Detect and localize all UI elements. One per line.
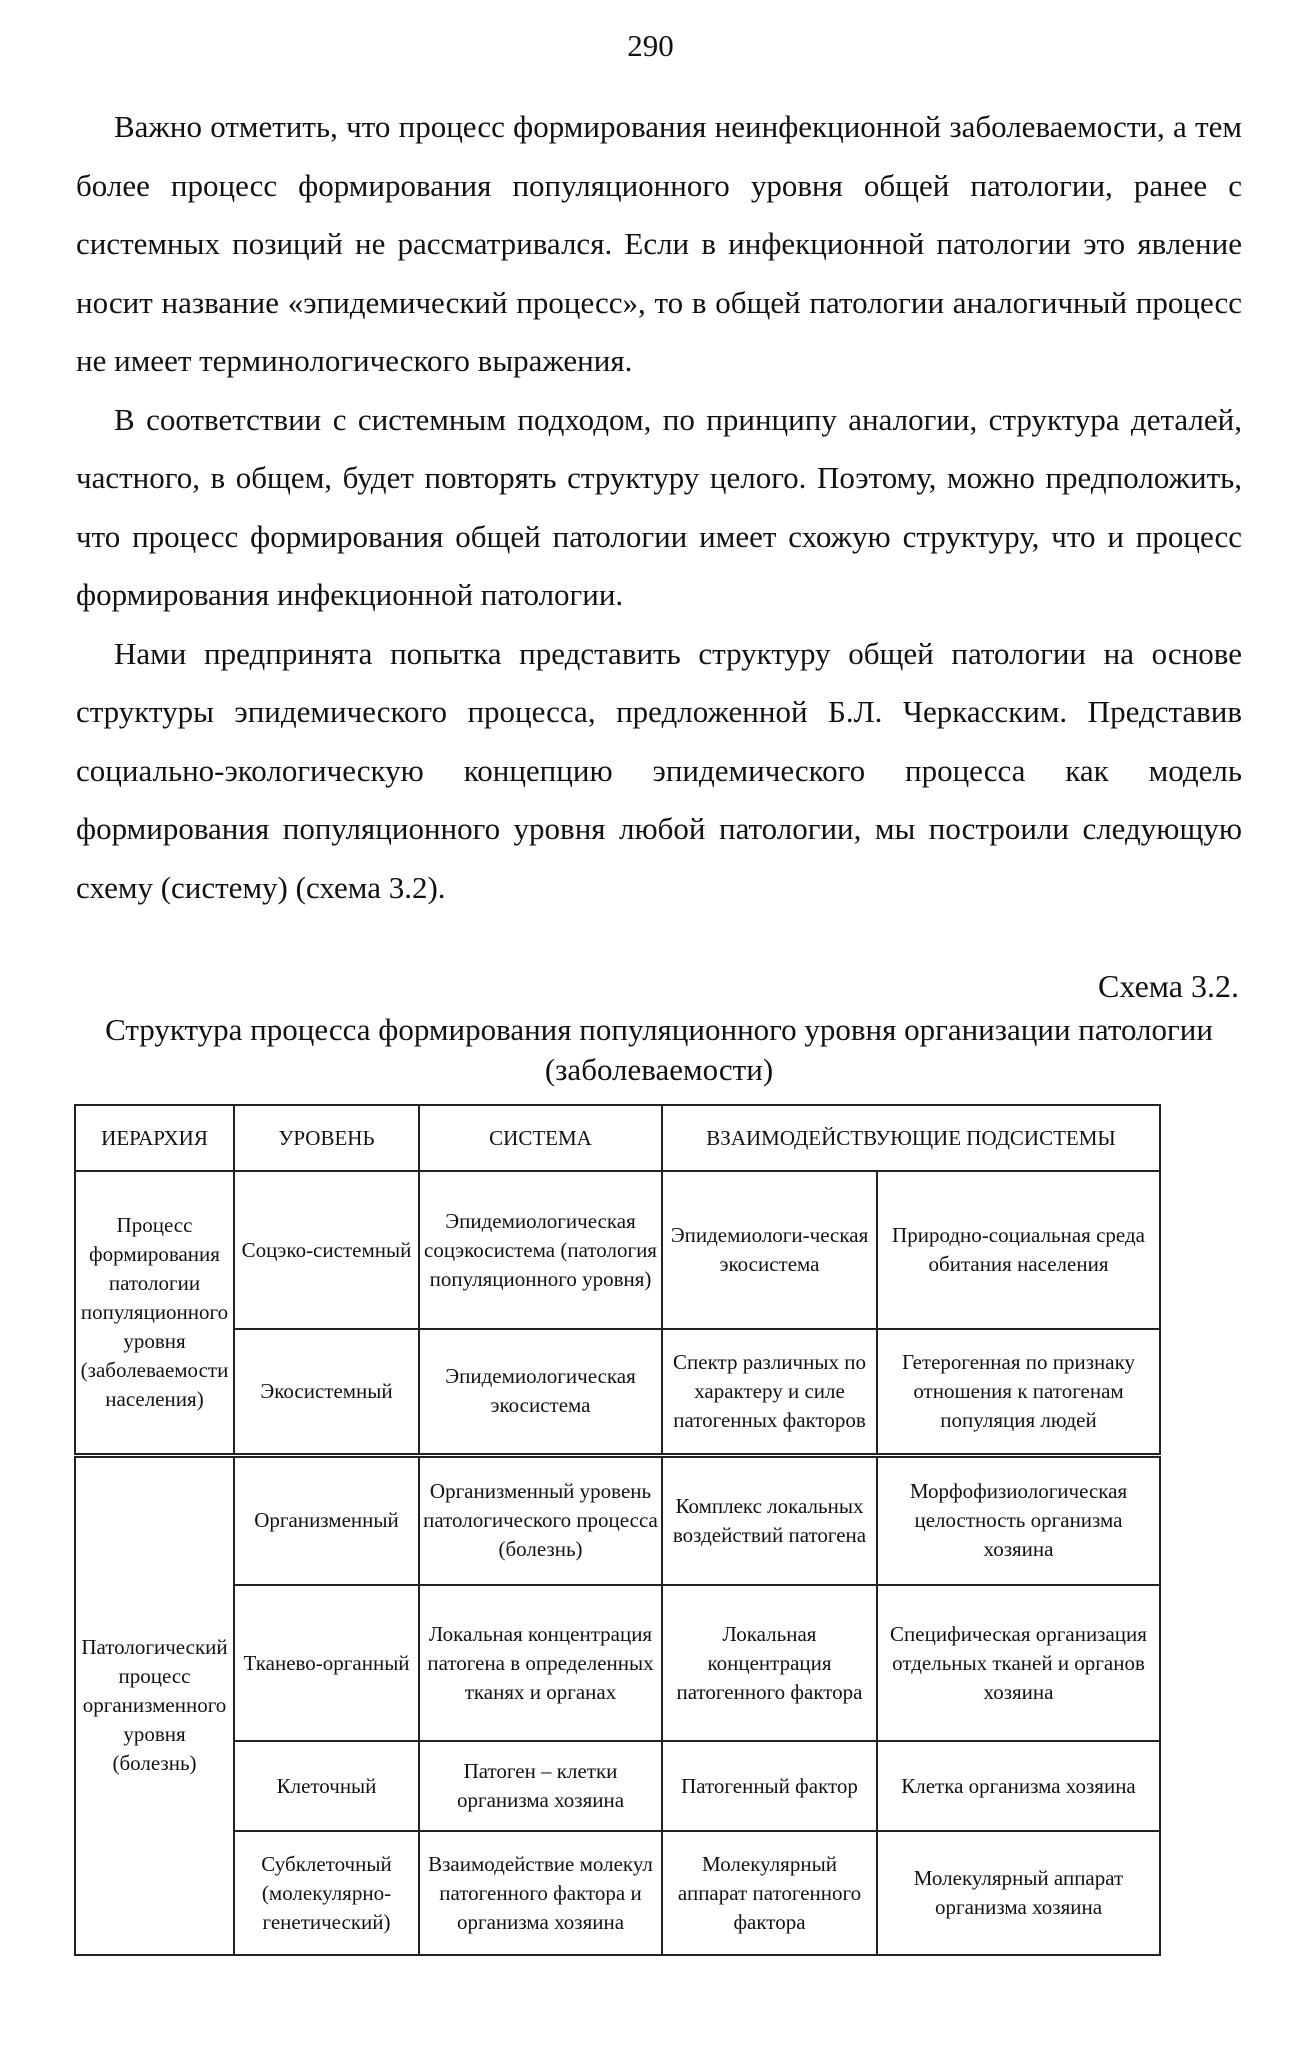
- level-cell: Клеточный: [234, 1741, 419, 1831]
- table-row: [75, 1329, 1160, 1455]
- level-cell: Субклеточный (молекулярно-генетический): [234, 1831, 419, 1955]
- scheme-table: [74, 1104, 1161, 1956]
- subsystem-cell: Природно-социальная среда обитания населения: [877, 1171, 1160, 1329]
- subsystem-cell: Эпидемиологи-ческая экосистема: [662, 1171, 877, 1329]
- subsystem-cell: Клетка организма хозяина: [877, 1741, 1160, 1831]
- table-row: [75, 1455, 1160, 1585]
- table-row: [75, 1585, 1160, 1741]
- hierarchy-cell: Процесс формирования патологии популяционного уровня (заболеваемости населения): [75, 1171, 234, 1455]
- scheme-title: Структура процесса формирования популяционного уровня организации патологии (заболеваемости): [105, 1012, 1213, 1087]
- scheme-label: Схема 3.2.: [1098, 968, 1239, 1004]
- subsystem-cell: Специфическая организация отдельных тканей и органов хозяина: [877, 1585, 1160, 1741]
- paragraph: Важно отметить, что процесс формирования неинфекционной заболеваемости, а тем более процесс формирования популяционного уровня общей патологии, ранее с системных позиций не рассматривался. Если в инфекционной патологии это явление носит название «эпидемический процесс», то в общей патологии аналогичный процесс не имеет терминологического выражения.: [76, 109, 1242, 378]
- header-row: [75, 1105, 1160, 1171]
- header-level: УРОВЕНЬ: [234, 1105, 419, 1171]
- table-row: [75, 1831, 1160, 1955]
- subsystem-cell: Молекулярный аппарат патогенного фактора: [662, 1831, 877, 1955]
- level-cell: Организменный: [234, 1455, 419, 1585]
- subsystem-cell: Патогенный фактор: [662, 1741, 877, 1831]
- header-system: СИСТЕМА: [419, 1105, 662, 1171]
- system-cell: Эпидемиологическая экосистема: [419, 1329, 662, 1455]
- hierarchy-cell: Патологический процесс организменного уровня (болезнь): [75, 1455, 234, 1955]
- header-hierarchy: ИЕРАРХИЯ: [75, 1105, 234, 1171]
- subsystem-cell: Морфофизиологическая целостность организма хозяина: [877, 1455, 1160, 1585]
- system-cell: Патоген – клетки организма хозяина: [419, 1741, 662, 1831]
- paragraph: Нами предпринята попытка представить структуру общей патологии на основе структуры эпидемического процесса, предложенной Б.Л. Черкасским. Представив социально-экологическую концепцию эпидемического процесса как модель формирования популяционного уровня любой патологии, мы построили следующую схему (систему) (схема 3.2).: [76, 635, 1242, 905]
- subsystem-cell: Комплекс локальных воздействий патогена: [662, 1455, 877, 1585]
- page-number: 290: [627, 28, 674, 63]
- system-cell: Эпидемиологическая соцэкосистема (патология популяционного уровня): [419, 1171, 662, 1329]
- paragraph: В соответствии с системным подходом, по принципу аналогии, структура деталей, частного, в общем, будет повторять структуру целого. Поэтому, можно предположить, что процесс формирования общей патологии имеет схожую структуру, что и процесс формирования инфекционной патологии.: [76, 401, 1242, 612]
- subsystem-cell: Локальная концентрация патогенного фактора: [662, 1585, 877, 1741]
- level-cell: Соцэко-системный: [234, 1171, 419, 1329]
- table-row: [75, 1171, 1160, 1329]
- system-cell: Организменный уровень патологического процесса (болезнь): [419, 1455, 662, 1585]
- header-subsystems: ВЗАИМОДЕЙСТВУЮЩИЕ ПОДСИСТЕМЫ: [662, 1105, 1160, 1171]
- level-cell: Тканево-органный: [234, 1585, 419, 1741]
- body-text: [76, 98, 1242, 917]
- level-cell: Экосистемный: [234, 1329, 419, 1455]
- subsystem-cell: Гетерогенная по признаку отношения к патогенам популяция людей: [877, 1329, 1160, 1455]
- system-cell: Локальная концентрация патогена в определенных тканях и органах: [419, 1585, 662, 1741]
- subsystem-cell: Спектр различных по характеру и силе патогенных факторов: [662, 1329, 877, 1455]
- system-cell: Взаимодействие молекул патогенного фактора и организма хозяина: [419, 1831, 662, 1955]
- table-row: [75, 1741, 1160, 1831]
- subsystem-cell: Молекулярный аппарат организма хозяина: [877, 1831, 1160, 1955]
